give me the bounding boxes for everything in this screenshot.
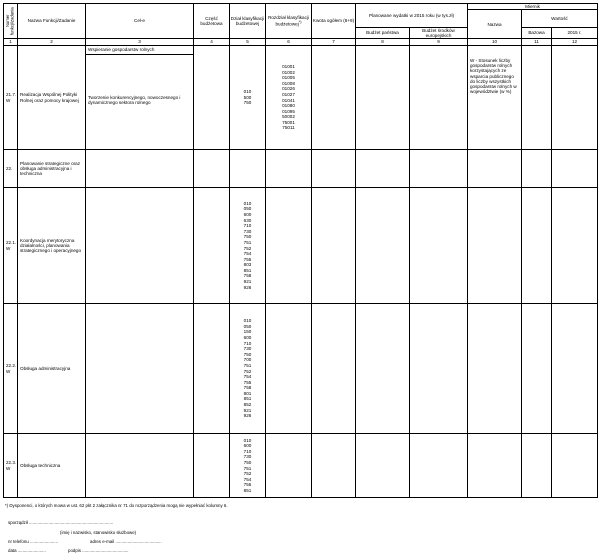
row-budzet-eu xyxy=(410,304,468,434)
row-czesc xyxy=(194,46,230,150)
row-2015 xyxy=(552,188,598,304)
code-item: 710 xyxy=(243,223,252,229)
code-item: 01027 xyxy=(282,91,295,97)
table-row xyxy=(4,434,598,498)
header-budzet-panstwa: Budżet państwa xyxy=(356,27,410,38)
row-2015 xyxy=(552,150,598,188)
table-row xyxy=(4,150,598,188)
code-item: 730 xyxy=(243,454,252,460)
code-item: 752 xyxy=(243,245,252,251)
code-item: 750 xyxy=(243,100,252,106)
code-item: 754 xyxy=(243,251,252,257)
row-dzial xyxy=(230,304,266,434)
row-lp: 22.3. W xyxy=(4,434,18,498)
row-kwota xyxy=(312,304,356,434)
code-item: 751 xyxy=(243,239,252,245)
row-miernik xyxy=(468,188,522,304)
row-goals xyxy=(86,150,194,188)
row-lp: 21.7. W xyxy=(4,46,18,150)
header-bazowa: Bazowa xyxy=(522,27,552,38)
code-item: 01002 xyxy=(282,69,295,75)
code-item: 700 xyxy=(243,357,252,363)
code-item: 01080 xyxy=(282,103,295,109)
row-budzet-eu xyxy=(410,434,468,498)
table-row xyxy=(4,304,598,434)
code-item: 751 xyxy=(243,362,252,368)
code-item: 01095 xyxy=(282,108,295,114)
code-item: 851 xyxy=(243,396,252,402)
row-2015 xyxy=(552,434,598,498)
row-bazowa xyxy=(522,434,552,498)
code-item: 921 xyxy=(243,407,252,413)
row-dzial xyxy=(230,188,266,304)
header-2015: 2015 r. xyxy=(552,27,598,38)
row-lp: 22.1. W xyxy=(4,188,18,304)
date-line: data ....................... xyxy=(8,548,46,553)
code-item: 758 xyxy=(243,385,252,391)
signature-line: podpis ...................................... xyxy=(68,548,129,553)
code-item: 010 xyxy=(243,200,252,206)
code-item: 750 xyxy=(243,459,252,465)
header-budzet-eu: Budżet środków europejskich xyxy=(410,27,468,38)
header-rozdzial-sup: *) xyxy=(298,20,302,25)
col-num: 2 xyxy=(18,39,86,46)
code-item: 600 xyxy=(243,211,252,217)
row-budzet-eu xyxy=(410,46,468,150)
col-num: 8 xyxy=(356,39,410,46)
row-miernik: W - Stosunek liczby gospodarstw rolnych korzystających ze wsparcia publicznego do liczby wszystkich gospodarstw rolnych w województwie (w %) xyxy=(468,46,522,150)
code-item: 010 xyxy=(243,89,252,95)
row-lp: 22. xyxy=(4,150,18,188)
row-budzet-panstwa xyxy=(356,188,410,304)
code-item: 751 xyxy=(243,465,252,471)
goal-header: Wspieranie gospodarstw rolnych xyxy=(86,46,193,55)
email-line: adres e-mail ...................................... xyxy=(90,539,162,544)
row-budzet-eu xyxy=(410,188,468,304)
row-name: Obsługa administracyjna xyxy=(18,304,86,434)
row-dzial xyxy=(230,150,266,188)
row-budzet-panstwa xyxy=(356,46,410,150)
phone-line: nr telefonu ....................... xyxy=(8,539,59,544)
row-lp: 22.2. W xyxy=(4,304,18,434)
row-rozdzial xyxy=(266,188,312,304)
code-item: 010 xyxy=(243,318,252,324)
prepared-by-line: sporządził ..................................................................... xyxy=(8,520,114,525)
row-name: Koordynacja merytoryczna działalności, planowania strategicznego i operacyjnego xyxy=(18,188,86,304)
code-item: 851 xyxy=(243,267,252,273)
row-kwota xyxy=(312,188,356,304)
code-item: 803 xyxy=(243,262,252,268)
row-rozdzial xyxy=(266,150,312,188)
code-item: 01008 xyxy=(282,80,295,86)
code-item: 600 xyxy=(243,443,252,449)
row-budzet-eu xyxy=(410,150,468,188)
footnote: *) Dysponenci, o których mowa w ust. 62 pkt 2 załącznika nr 71 do rozporządzenia mogą nie wypełniać kolumny 6. xyxy=(5,503,228,508)
row-dzial xyxy=(230,434,266,498)
row-miernik xyxy=(468,304,522,434)
code-item: 730 xyxy=(243,228,252,234)
row-rozdzial xyxy=(266,46,312,150)
code-item: 01005 xyxy=(282,75,295,81)
code-item: 852 xyxy=(243,402,252,408)
col-num: 4 xyxy=(194,39,230,46)
code-item: 801 xyxy=(243,390,252,396)
row-budzet-panstwa xyxy=(356,150,410,188)
header-rozdzial-text: Rozdział klasyfikacji budżetowej xyxy=(268,15,309,27)
row-bazowa xyxy=(522,304,552,434)
row-czesc xyxy=(194,434,230,498)
budget-table xyxy=(3,3,598,498)
header-miernik: Miernik xyxy=(468,4,598,10)
code-item: 755 xyxy=(243,379,252,385)
header-miernik-nazwa: Nazwa xyxy=(468,10,522,39)
code-item: 926 xyxy=(243,413,252,419)
row-kwota xyxy=(312,434,356,498)
row-bazowa xyxy=(522,46,552,150)
code-item: 754 xyxy=(243,476,252,482)
row-miernik xyxy=(468,150,522,188)
row-dzial xyxy=(230,46,266,150)
code-item: 01001 xyxy=(282,63,295,69)
code-item: 926 xyxy=(243,284,252,290)
header-goals: Cel-e xyxy=(86,4,194,39)
code-item: 758 xyxy=(243,273,252,279)
code-item: 921 xyxy=(243,279,252,285)
goal-text: Tworzenie konkurencyjnego, nowoczesnego i dynamicznego sektora rolnego xyxy=(88,95,181,106)
col-num: 3 xyxy=(86,39,194,46)
code-item: 755 xyxy=(243,256,252,262)
header-planowane: Planowane wydatki w 2015 roku (w tys.zł) xyxy=(356,4,468,28)
code-item: 01041 xyxy=(282,97,295,103)
code-item: 010 xyxy=(243,437,252,443)
code-item: 730 xyxy=(243,346,252,352)
column-number-row xyxy=(4,39,598,46)
code-item: 710 xyxy=(243,340,252,346)
row-czesc xyxy=(194,150,230,188)
table-row xyxy=(4,46,598,150)
code-item: 600 xyxy=(243,334,252,340)
code-item: 752 xyxy=(243,368,252,374)
code-item: 750 xyxy=(243,234,252,240)
header-name: Nazwa Funkcji/Zadanie xyxy=(18,4,86,39)
row-goals xyxy=(86,304,194,434)
col-num: 10 xyxy=(468,39,522,46)
name-hint: (imię i nazwisko, stanowisko służbowe) xyxy=(60,530,137,535)
code-item: 752 xyxy=(243,471,252,477)
col-num: 7 xyxy=(312,39,356,46)
row-2015 xyxy=(552,304,598,434)
row-czesc xyxy=(194,188,230,304)
header-wartosc: Wartość xyxy=(522,10,598,27)
code-item: 851 xyxy=(243,487,252,493)
row-bazowa xyxy=(522,150,552,188)
row-miernik xyxy=(468,434,522,498)
row-2015 xyxy=(552,46,598,150)
code-item: 050 xyxy=(243,323,252,329)
code-item: 01026 xyxy=(282,86,295,92)
header-czesc: Część budżetowa xyxy=(194,4,230,39)
row-kwota xyxy=(312,46,356,150)
row-kwota xyxy=(312,150,356,188)
code-item: 500 xyxy=(243,94,252,100)
code-item: 75011 xyxy=(282,125,295,131)
header-lp: Numer funkcji/zadania xyxy=(4,4,18,39)
code-item: 750 xyxy=(243,351,252,357)
code-item: 710 xyxy=(243,448,252,454)
row-goals xyxy=(86,188,194,304)
col-num: 5 xyxy=(230,39,266,46)
col-num: 11 xyxy=(522,39,552,46)
row-name: Realizacja Wspólnej Polityki Rolnej oraz pomocy krajowej xyxy=(18,46,86,150)
code-item: 150 xyxy=(243,329,252,335)
code-item: 755 xyxy=(243,482,252,488)
table-row xyxy=(4,188,598,304)
row-budzet-panstwa xyxy=(356,304,410,434)
col-num: 12 xyxy=(552,39,598,46)
col-num: 1 xyxy=(4,39,18,46)
row-budzet-panstwa xyxy=(356,434,410,498)
row-goals xyxy=(86,46,194,150)
row-name: Planowanie strategiczne oraz obsługa administracyjna i techniczna xyxy=(18,150,86,188)
col-num: 9 xyxy=(410,39,468,46)
row-name: Obsługa techniczna xyxy=(18,434,86,498)
row-rozdzial xyxy=(266,434,312,498)
row-bazowa xyxy=(522,188,552,304)
header-dzial: Dział klasyfikacji budżetowej xyxy=(230,4,266,39)
code-item: 75001 xyxy=(282,119,295,125)
col-num: 6 xyxy=(266,39,312,46)
code-item: 630 xyxy=(243,217,252,223)
code-item: 50002 xyxy=(282,114,295,120)
row-rozdzial xyxy=(266,304,312,434)
code-item: 754 xyxy=(243,374,252,380)
code-item: 050 xyxy=(243,206,252,212)
row-czesc xyxy=(194,304,230,434)
row-goals xyxy=(86,434,194,498)
header-rozdzial xyxy=(266,4,312,39)
header-kwota: Kwota ogółem (8+9) xyxy=(312,4,356,39)
